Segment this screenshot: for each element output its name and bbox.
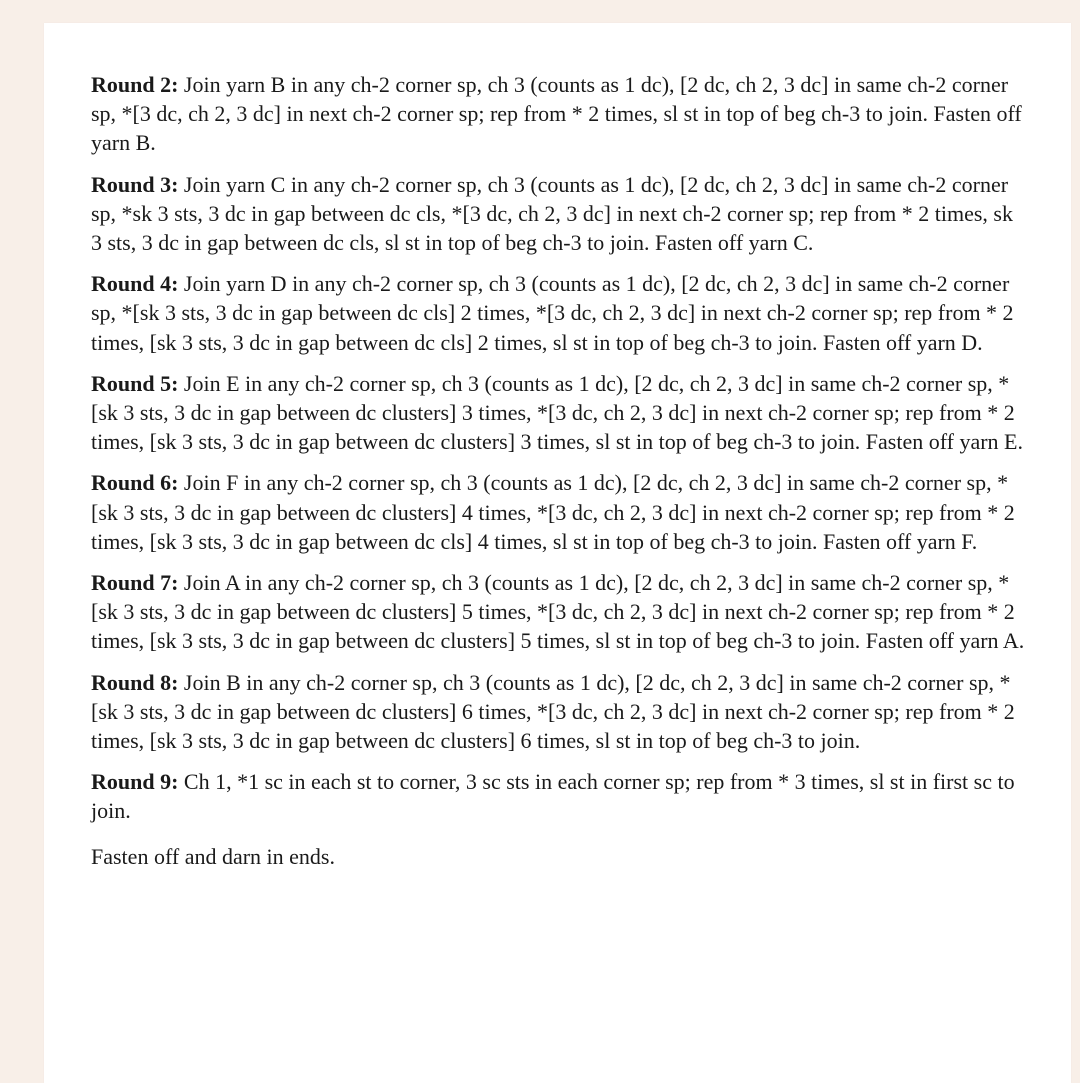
- round-3-text: Join yarn C in any ch-2 corner sp, ch 3 (counts as 1 dc), [2 dc, ch 2, 3 dc] in same ch-2 corner sp, *sk 3 sts, 3 dc in gap between dc cls, *[3 dc, ch 2, 3 dc] in next ch-2 corner sp; rep from * 2 times, sk 3 sts, 3 dc in gap between dc cls, sl st in top of beg ch-3 to join. Fasten off yarn C.: [91, 171, 1013, 256]
- round-9-label: Round 9:: [91, 769, 179, 795]
- round-5-paragraph: [91, 369, 1029, 457]
- round-8-label: Round 8:: [91, 669, 179, 695]
- document-page: [44, 23, 1071, 1083]
- round-6-paragraph: [91, 468, 1029, 556]
- round-9-paragraph: [91, 767, 1029, 825]
- round-4-label: Round 4:: [91, 271, 179, 297]
- closing-instruction: Fasten off and darn in ends.: [91, 843, 335, 869]
- round-7-text: Join A in any ch-2 corner sp, ch 3 (counts as 1 dc), [2 dc, ch 2, 3 dc] in same ch-2 corner sp, *[sk 3 sts, 3 dc in gap between dc clusters] 5 times, *[3 dc, ch 2, 3 dc] in next ch-2 corner sp; rep from * 2 times, [sk 3 sts, 3 dc in gap between dc clusters] 5 times, sl st in top of beg ch-3 to join. Fasten off yarn A.: [91, 570, 1025, 654]
- round-6-text: Join F in any ch-2 corner sp, ch 3 (counts as 1 dc), [2 dc, ch 2, 3 dc] in same ch-2 corner sp, *[sk 3 sts, 3 dc in gap between dc clusters] 4 times, *[3 dc, ch 2, 3 dc] in next ch-2 corner sp; rep from * 2 times, [sk 3 sts, 3 dc in gap between dc cls] 4 times, sl st in top of beg ch-3 to join. Fasten off yarn F.: [91, 470, 1015, 554]
- round-5-label: Round 5:: [91, 370, 179, 396]
- round-4-text: Join yarn D in any ch-2 corner sp, ch 3 (counts as 1 dc), [2 dc, ch 2, 3 dc] in same ch-2 corner sp, *[sk 3 sts, 3 dc in gap between dc cls] 2 times, *[3 dc, ch 2, 3 dc] in next ch-2 corner sp; rep from * 2 times, [sk 3 sts, 3 dc in gap between dc cls] 2 times, sl st in top of beg ch-3 to join. Fasten off yarn D.: [91, 271, 1014, 355]
- round-2-paragraph: [91, 70, 1029, 158]
- round-9-text: Ch 1, *1 sc in each st to corner, 3 sc sts in each corner sp; rep from * 3 times, sl st in first sc to join.: [91, 769, 1015, 824]
- round-8-paragraph: [91, 668, 1029, 756]
- round-3-label: Round 3:: [91, 171, 179, 197]
- round-2-label: Round 2:: [91, 72, 179, 97]
- pattern-instructions: [91, 70, 1029, 883]
- round-7-paragraph: [91, 568, 1029, 656]
- round-4-paragraph: [91, 269, 1029, 357]
- round-5-text: Join E in any ch-2 corner sp, ch 3 (counts as 1 dc), [2 dc, ch 2, 3 dc] in same ch-2 corner sp, *[sk 3 sts, 3 dc in gap between dc clusters] 3 times, *[3 dc, ch 2, 3 dc] in next ch-2 corner sp; rep from * 2 times, [sk 3 sts, 3 dc in gap between dc clusters] 3 times, sl st in top of beg ch-3 to join. Fasten off yarn E.: [91, 370, 1023, 455]
- round-6-label: Round 6:: [91, 470, 179, 496]
- round-3-paragraph: [91, 170, 1029, 258]
- round-2-text: Join yarn B in any ch-2 corner sp, ch 3 (counts as 1 dc), [2 dc, ch 2, 3 dc] in same ch-2 corner sp, *[3 dc, ch 2, 3 dc] in next ch-2 corner sp; rep from * 2 times, sl st in top of beg ch-3 to join. Fasten off yarn B.: [91, 72, 1022, 156]
- round-8-text: Join B in any ch-2 corner sp, ch 3 (counts as 1 dc), [2 dc, ch 2, 3 dc] in same ch-2 corner sp, *[sk 3 sts, 3 dc in gap between dc clusters] 6 times, *[3 dc, ch 2, 3 dc] in next ch-2 corner sp; rep from * 2 times, [sk 3 sts, 3 dc in gap between dc clusters] 6 times, sl st in top of beg ch-3 to join.: [91, 669, 1015, 754]
- round-7-label: Round 7:: [91, 570, 179, 596]
